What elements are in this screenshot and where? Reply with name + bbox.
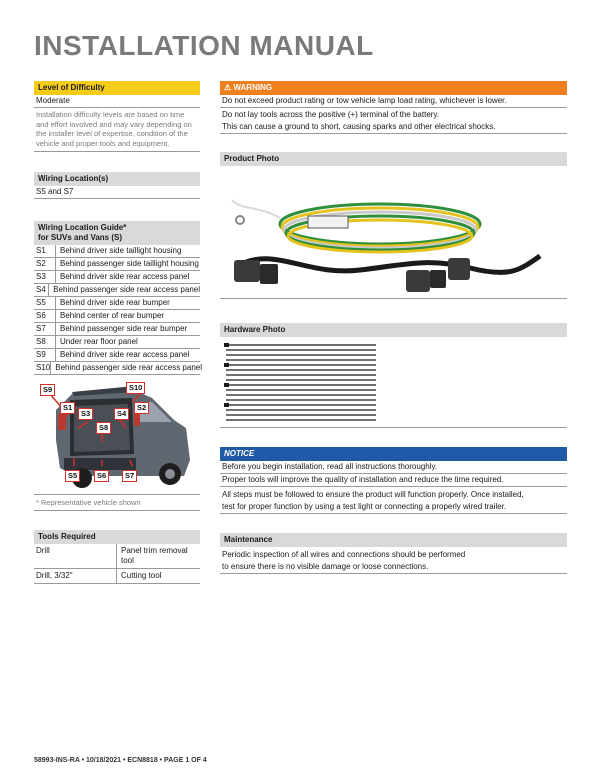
- tool-item: Panel trim removal tool: [116, 544, 200, 569]
- wiring-guide-code: S6: [34, 310, 56, 322]
- wiring-guide-text: Behind passenger side rear access panel: [55, 363, 202, 372]
- wiring-guide-row: [34, 310, 200, 323]
- wiring-guide-text: Behind center of rear bumper: [60, 311, 165, 320]
- wiring-guide-header-line1: Wiring Location Guide*: [38, 223, 127, 232]
- tool-item: Cutting tool: [116, 569, 200, 584]
- warning-header: [220, 81, 567, 95]
- hardware-photo-header: Hardware Photo: [220, 323, 567, 337]
- wiring-guide-row: [34, 271, 200, 284]
- wiring-guide-code: S3: [34, 271, 56, 283]
- wiring-guide-text: Behind driver side rear access panel: [60, 350, 190, 359]
- wiring-guide-code: S4: [34, 284, 49, 296]
- notice-line: All steps must be followed to ensure the product will function properly. Once installed,: [222, 490, 524, 499]
- notice-header: NOTICE: [220, 447, 567, 461]
- wiring-guide-text: Behind passenger side taillight housing: [60, 259, 199, 268]
- vehicle-label-s3: S3: [78, 408, 93, 420]
- warning-triangle-icon: ⚠: [224, 83, 232, 92]
- tools-table: [34, 544, 200, 584]
- wiring-location-section: [34, 172, 200, 199]
- wiring-guide-text: Behind passenger side rear access panel: [53, 285, 200, 294]
- maintenance-line: Periodic inspection of all wires and connections should be performed: [222, 550, 466, 559]
- page-title: INSTALLATION MANUAL: [34, 30, 374, 61]
- wiring-guide-row: [34, 284, 200, 297]
- cable-ties-icon: [220, 337, 567, 427]
- vehicle-note-section: [34, 494, 200, 511]
- tools-header: Tools Required: [34, 530, 200, 544]
- vehicle-label-s2: S2: [134, 402, 149, 414]
- notice-line: test for proper function by using a test light or connecting a properly wired trailer.: [220, 501, 567, 514]
- vehicle-label-s10: S10: [126, 382, 145, 394]
- wiring-guide-row: [34, 362, 200, 375]
- tools-section: [34, 530, 200, 584]
- vehicle-note: * Representative vehicle shown: [36, 498, 141, 507]
- suv-rear-view-icon: [34, 380, 200, 494]
- wiring-guide-code: S1: [34, 245, 56, 257]
- warning-line: Do not exceed product rating or tow vehicle lamp load rating, whichever is lower.: [220, 95, 567, 108]
- wiring-guide-row: [34, 349, 200, 362]
- notice-line: Before you begin installation, read all instructions thoroughly.: [220, 461, 567, 474]
- difficulty-section: [34, 81, 200, 152]
- warning-header-label: WARNING: [233, 83, 273, 92]
- wiring-guide-code: S9: [34, 349, 56, 361]
- notice-section: [220, 447, 567, 514]
- wiring-guide-code: S8: [34, 336, 56, 348]
- wiring-guide-text: Behind passenger side rear bumper: [60, 324, 188, 333]
- wiring-guide-table: [34, 245, 200, 375]
- maintenance-line: to ensure there is no visible damage or loose connections.: [220, 561, 567, 574]
- difficulty-note: Installation difficulty levels are based on time and effort involved and may vary depending on the installer level of expertise, condition of the vehicle and proper tools and equipment.: [36, 110, 192, 148]
- vehicle-label-s7: S7: [122, 470, 137, 482]
- wiring-guide-text: Under rear floor panel: [60, 337, 138, 346]
- wiring-location-header: Wiring Location(s): [34, 172, 200, 186]
- divider: [220, 427, 567, 428]
- vehicle-label-s1: S1: [60, 402, 75, 414]
- tool-item: Drill: [34, 544, 116, 569]
- wiring-guide-row: [34, 245, 200, 258]
- vehicle-label-s5: S5: [65, 470, 80, 482]
- wiring-guide-header: [34, 221, 200, 245]
- vehicle-label-s4: S4: [114, 408, 129, 420]
- difficulty-header: Level of Difficulty: [34, 81, 200, 95]
- vehicle-label-s9: S9: [40, 384, 55, 396]
- wiring-guide-row: [34, 258, 200, 271]
- wiring-guide-code: S2: [34, 258, 56, 270]
- product-photo-header: Product Photo: [220, 152, 567, 166]
- notice-line: Proper tools will improve the quality of installation and reduce the time required.: [220, 474, 567, 487]
- warning-line: This can cause a ground to short, causing sparks and other electrical shocks.: [220, 121, 567, 134]
- product-photo-section: [220, 152, 567, 299]
- maintenance-header: Maintenance: [220, 533, 567, 547]
- vehicle-illustration: [34, 380, 200, 494]
- wiring-guide-header-line2: for SUVs and Vans (S): [38, 233, 123, 242]
- hardware-photo-section: [220, 323, 567, 428]
- tool-item: Drill, 3/32": [34, 569, 116, 584]
- page-footer: 58993-INS-RA • 10/18/2021 • ECN8818 • PAGE 1 OF 4: [34, 757, 207, 764]
- wiring-guide-text: Behind driver side rear bumper: [60, 298, 170, 307]
- wiring-harness-icon: [220, 166, 567, 298]
- wiring-guide-text: Behind driver side rear access panel: [60, 272, 190, 281]
- divider: [34, 151, 200, 152]
- vehicle-label-s8: S8: [96, 422, 111, 434]
- wiring-guide-row: [34, 297, 200, 310]
- warning-line: Do not lay tools across the positive (+) terminal of the battery.: [222, 110, 440, 119]
- vehicle-label-s6: S6: [94, 470, 109, 482]
- divider: [220, 298, 567, 299]
- wiring-location-value: S5 and S7: [34, 186, 200, 199]
- wiring-guide-code: S10: [36, 363, 51, 372]
- wiring-guide-row: [34, 323, 200, 336]
- wiring-guide-code: S7: [34, 323, 56, 335]
- wiring-guide-section: [34, 221, 200, 375]
- wiring-guide-row: [34, 336, 200, 349]
- warning-section: [220, 81, 567, 134]
- divider: [34, 510, 200, 511]
- wiring-guide-code: S5: [34, 297, 56, 309]
- maintenance-section: [220, 533, 567, 574]
- difficulty-level: Moderate: [34, 95, 200, 108]
- wiring-guide-text: Behind driver side taillight housing: [60, 246, 182, 255]
